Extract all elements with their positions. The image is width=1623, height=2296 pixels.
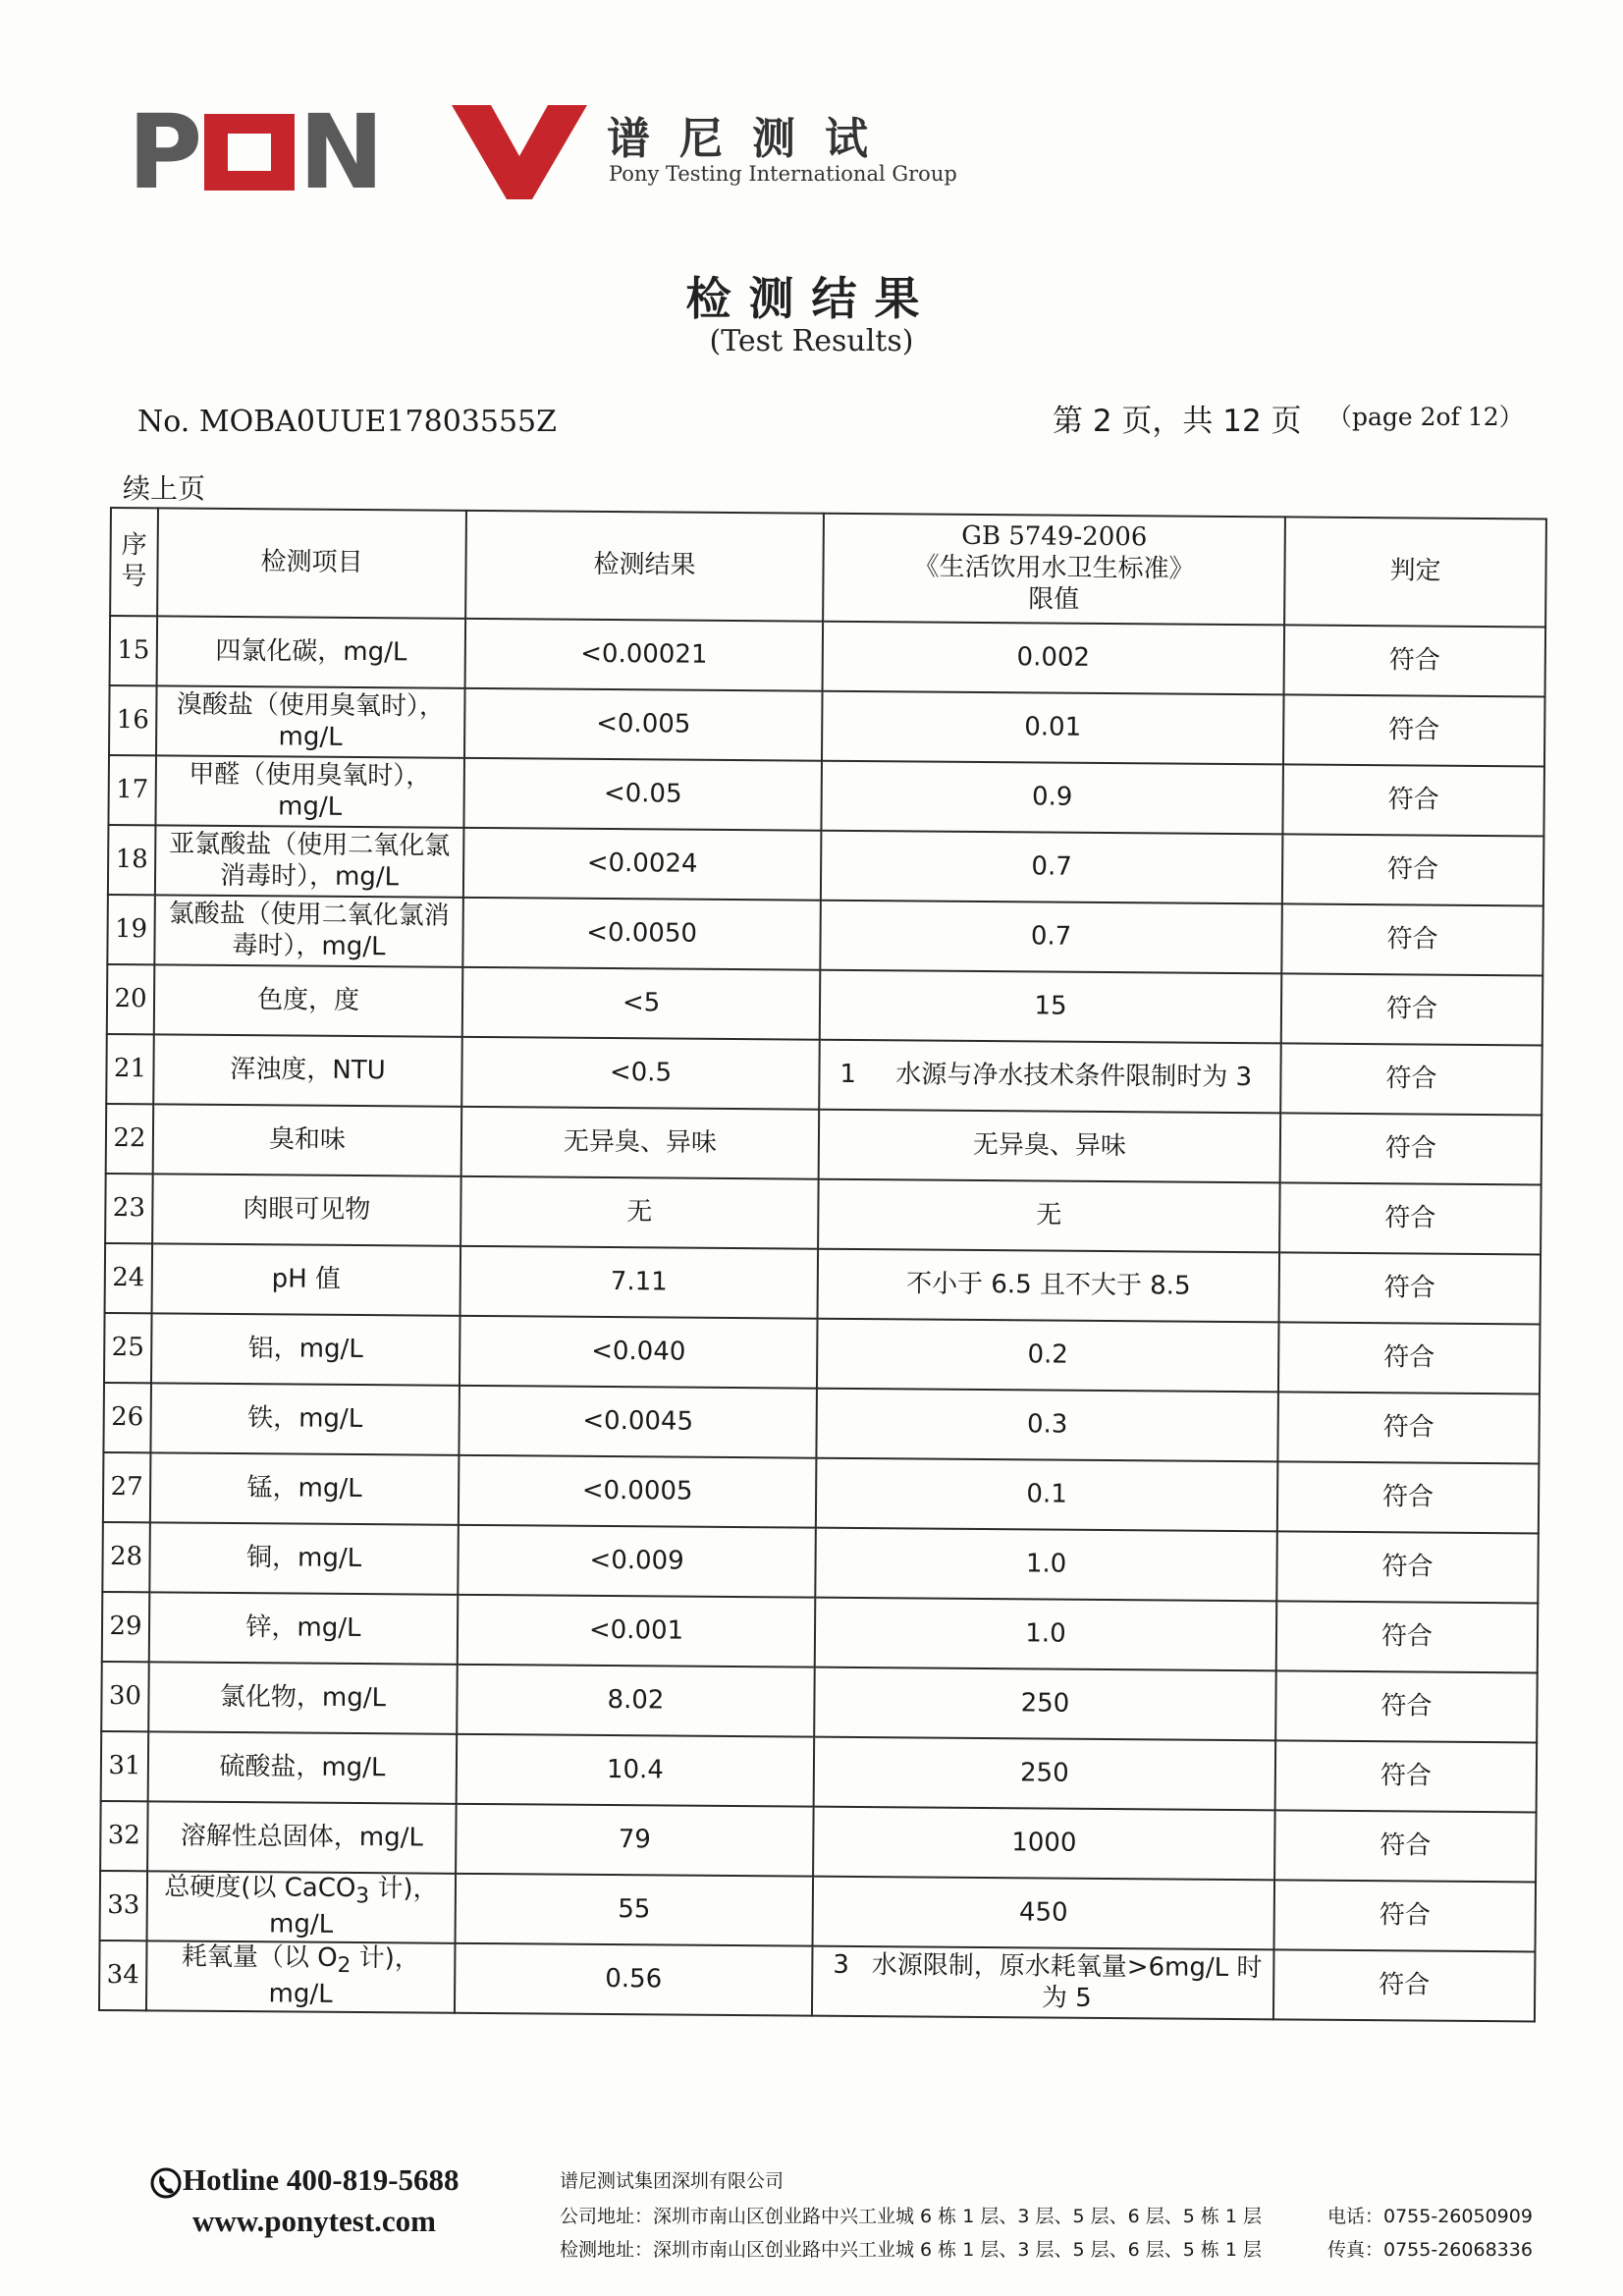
header-index-line2: 号: [121, 562, 147, 592]
cell-judgement: 符合: [1273, 1880, 1536, 1951]
cell-result: <0.040: [460, 1316, 818, 1389]
cell-limit: 1000: [813, 1807, 1275, 1881]
cell-judgement: 符合: [1281, 903, 1543, 975]
cell-item: 锌，mg/L: [149, 1592, 459, 1664]
cell-judgement: 符合: [1278, 1322, 1541, 1394]
cell-item: [147, 1871, 457, 1942]
cell-index: 31: [101, 1731, 149, 1801]
cell-item: 溴酸盐（使用臭氧时），mg/L: [156, 685, 465, 757]
cell-index: 29: [102, 1592, 150, 1662]
cell-item-prefix: 耗氧量（以 O: [181, 1941, 338, 1974]
table-row: [109, 685, 1545, 766]
logo-chinese-name: 谱尼测试: [607, 114, 897, 164]
cell-judgement: 符合: [1277, 1461, 1540, 1533]
continued-label: 续上页: [123, 472, 206, 505]
cell-index: 21: [106, 1034, 154, 1104]
cell-result: <0.5: [461, 1037, 820, 1110]
table-row: [103, 1452, 1540, 1533]
cell-limit: 不小于 6.5 且不大于 8.5: [818, 1249, 1280, 1323]
table-body: [99, 616, 1545, 2021]
results-table: [98, 507, 1547, 2022]
cell-result: 0.56: [455, 1943, 813, 2016]
cell-limit: 1.0: [815, 1528, 1277, 1602]
table-row: [103, 1383, 1540, 1463]
cell-limit: [819, 1040, 1281, 1114]
cell-index: 24: [105, 1243, 153, 1313]
cell-result: 55: [456, 1874, 814, 1946]
cell-item: 臭和味: [153, 1104, 462, 1175]
table-row: [102, 1592, 1539, 1672]
cell-judgement: 符合: [1281, 973, 1543, 1045]
page-indicator-en: （page 2of 12）: [1327, 403, 1524, 431]
header-standard: [823, 514, 1285, 626]
table-row: [105, 1174, 1542, 1254]
header-standard-limit: 限值: [1028, 584, 1080, 615]
cell-item: 铜，mg/L: [149, 1522, 459, 1594]
cell-judgement: 符合: [1277, 1392, 1540, 1463]
cell-judgement: 符合: [1279, 1252, 1542, 1324]
cell-judgement: 符合: [1284, 625, 1546, 696]
cell-limit-note-number: 1: [839, 1059, 857, 1089]
cell-index: 28: [102, 1522, 150, 1592]
header-standard-code: GB 5749-2006: [961, 521, 1148, 553]
cell-result: <0.009: [458, 1525, 816, 1598]
header-index-line1: 序: [121, 530, 147, 561]
table-row: [102, 1522, 1539, 1603]
table-row: [100, 1801, 1537, 1882]
header-standard-name: 《生活饮用水卫生标准》: [913, 552, 1195, 584]
cell-result: 7.11: [460, 1246, 819, 1319]
table-row: [99, 1941, 1536, 2021]
cell-item-suffix: 计)，mg/L: [268, 1943, 420, 2009]
cell-limit: [812, 1946, 1274, 2020]
cell-item: 色度，度: [154, 964, 463, 1036]
cell-judgement: 符合: [1274, 1810, 1537, 1882]
cell-limit: 0.01: [822, 691, 1284, 765]
cell-index: 19: [107, 895, 155, 964]
cell-judgement: 符合: [1276, 1531, 1539, 1603]
cell-judgement: 符合: [1279, 1182, 1542, 1254]
cell-index: 32: [100, 1801, 148, 1871]
header-result: 检测结果: [465, 511, 824, 622]
cell-index: 25: [104, 1313, 152, 1383]
logo-y-chevron-icon: [452, 105, 587, 199]
table-row: [100, 1871, 1537, 1951]
cell-result: 79: [456, 1804, 814, 1877]
header-index: [110, 508, 158, 616]
cell-result: <0.005: [464, 688, 823, 761]
logo-o-square: [204, 114, 295, 191]
cell-item: [146, 1941, 456, 2012]
cell-limit: 250: [814, 1667, 1276, 1741]
table-row: [108, 755, 1544, 836]
cell-index: 20: [107, 964, 155, 1034]
page-indicator-cn: 第 2 页，共 12 页: [1053, 404, 1302, 439]
cell-result: <0.05: [463, 758, 822, 831]
cell-result: <0.0005: [459, 1455, 817, 1528]
cell-result: 8.02: [457, 1665, 815, 1737]
cell-judgement: 符合: [1283, 694, 1545, 766]
results-table-wrapper: [98, 507, 1547, 2022]
cell-item: 溶解性总固体，mg/L: [147, 1801, 457, 1873]
table-row: [101, 1662, 1538, 1742]
footer-tel: 电话：0755-26050909: [1327, 2206, 1533, 2227]
cell-limit-note: [826, 1059, 1273, 1093]
cell-result: <0.0045: [459, 1386, 817, 1458]
page-title: 检测结果: [685, 272, 938, 325]
cell-limit: 0.7: [820, 901, 1282, 974]
cell-result: 10.4: [457, 1734, 815, 1807]
footer-lab-address: 检测地址：深圳市南山区创业路中兴工业城 6 栋 1 层、3 层、5 层、6 层、5 栋 1 层: [560, 2239, 1263, 2261]
phone-icon: [149, 2166, 183, 2200]
table-row: [107, 964, 1543, 1045]
hotline: [149, 2162, 460, 2200]
logo-wordmark: [128, 92, 383, 212]
header-judgement: 判定: [1284, 517, 1546, 627]
cell-result: <5: [462, 967, 821, 1040]
table-row: [101, 1731, 1538, 1812]
table-row: [106, 1034, 1542, 1115]
cell-index: 17: [108, 755, 156, 825]
cell-index: 27: [103, 1452, 151, 1522]
table-header-row: [110, 508, 1546, 627]
cell-judgement: 符合: [1273, 1949, 1536, 2021]
logo-letter-n: N: [298, 92, 383, 212]
cell-index: 22: [106, 1104, 154, 1174]
table-row: [104, 1313, 1541, 1394]
cell-limit-note-text: 水源与净水技术条件限制时为 3: [895, 1059, 1253, 1092]
table-row: [106, 1104, 1542, 1184]
cell-limit: 0.9: [821, 761, 1283, 835]
hotline-text: Hotline 400-819-5688: [183, 2162, 460, 2197]
cell-index: 16: [109, 685, 157, 755]
cell-limit-note: [819, 1950, 1267, 2016]
cell-item: 四氯化碳，mg/L: [157, 616, 466, 687]
cell-limit: 无: [818, 1179, 1280, 1253]
footer-company-address: 公司地址：深圳市南山区创业路中兴工业城 6 栋 1 层、3 层、5 层、6 层、5 栋 1 层: [560, 2206, 1263, 2227]
cell-judgement: 符合: [1276, 1601, 1539, 1672]
cell-item: 亚氯酸盐（使用二氧化氯消毒时），mg/L: [155, 825, 464, 897]
cell-item: 甲醛（使用臭氧时），mg/L: [155, 755, 464, 827]
logo-english-name: Pony Testing International Group: [609, 162, 957, 186]
cell-index: 18: [108, 825, 156, 895]
cell-result: <0.0050: [462, 898, 821, 970]
cell-result: 无异臭、异味: [461, 1107, 820, 1179]
cell-judgement: 符合: [1282, 834, 1544, 905]
logo-letter-p: P: [128, 92, 201, 212]
cell-judgement: 符合: [1280, 1043, 1542, 1115]
cell-result: 无: [460, 1176, 819, 1249]
report-number: No. MOBA0UUE17803555Z: [137, 405, 557, 439]
cell-item: pH 值: [152, 1243, 461, 1315]
cell-index: 34: [99, 1941, 147, 2010]
website: www.ponytest.com: [192, 2204, 436, 2238]
cell-limit: 0.7: [821, 831, 1283, 904]
cell-limit: 250: [814, 1737, 1276, 1811]
table-row: [107, 895, 1543, 975]
cell-limit-note-text: 水源限制，原水耗氧量>6mg/L 时为 5: [871, 1949, 1263, 2013]
cell-limit: 0.3: [816, 1389, 1278, 1462]
cell-item-prefix: 总硬度(以 CaCO: [164, 1872, 356, 1904]
cell-limit: 450: [813, 1877, 1275, 1950]
cell-result: <0.00021: [465, 619, 824, 691]
cell-item-suffix: 计)，mg/L: [269, 1874, 439, 1940]
cell-item: 氯化物，mg/L: [148, 1662, 458, 1733]
footer-company: 谱尼测试集团深圳有限公司: [560, 2170, 784, 2192]
cell-result: <0.0024: [463, 828, 822, 901]
cell-limit: 15: [820, 970, 1282, 1044]
cell-judgement: 符合: [1280, 1113, 1542, 1184]
cell-limit: 1.0: [815, 1598, 1277, 1671]
cell-limit: 0.002: [823, 622, 1285, 695]
page-subtitle: (Test Results): [709, 324, 914, 358]
cell-index: 23: [105, 1174, 153, 1243]
cell-judgement: 符合: [1275, 1740, 1538, 1812]
cell-item: 硫酸盐，mg/L: [148, 1731, 458, 1803]
cell-limit: 无异臭、异味: [819, 1110, 1281, 1183]
cell-item-subscript: 2: [337, 1953, 352, 1979]
cell-index: 15: [110, 616, 158, 685]
cell-limit-note-number: 3: [833, 1949, 850, 1980]
header-item: 检测项目: [157, 508, 466, 618]
footer-fax: 传真：0755-26068336: [1327, 2239, 1533, 2261]
cell-limit: 0.1: [816, 1458, 1278, 1532]
cell-item: 锰，mg/L: [150, 1452, 460, 1524]
cell-judgement: 符合: [1275, 1670, 1538, 1742]
cell-judgement: 符合: [1282, 764, 1544, 836]
cell-item: 浑浊度，NTU: [153, 1034, 462, 1106]
cell-index: 33: [100, 1871, 148, 1941]
cell-index: 30: [101, 1662, 149, 1731]
cell-item-subscript: 3: [355, 1884, 370, 1909]
cell-limit: 0.2: [817, 1319, 1279, 1393]
table-row: [110, 616, 1546, 696]
cell-item: 氯酸盐（使用二氧化氯消毒时），mg/L: [154, 895, 463, 966]
cell-result: <0.001: [458, 1595, 816, 1667]
cell-index: 26: [103, 1383, 151, 1452]
table-row: [108, 825, 1544, 905]
cell-item: 肉眼可见物: [152, 1174, 461, 1245]
cell-item: 铝，mg/L: [151, 1313, 460, 1385]
table-row: [105, 1243, 1542, 1324]
cell-item: 铁，mg/L: [150, 1383, 460, 1454]
